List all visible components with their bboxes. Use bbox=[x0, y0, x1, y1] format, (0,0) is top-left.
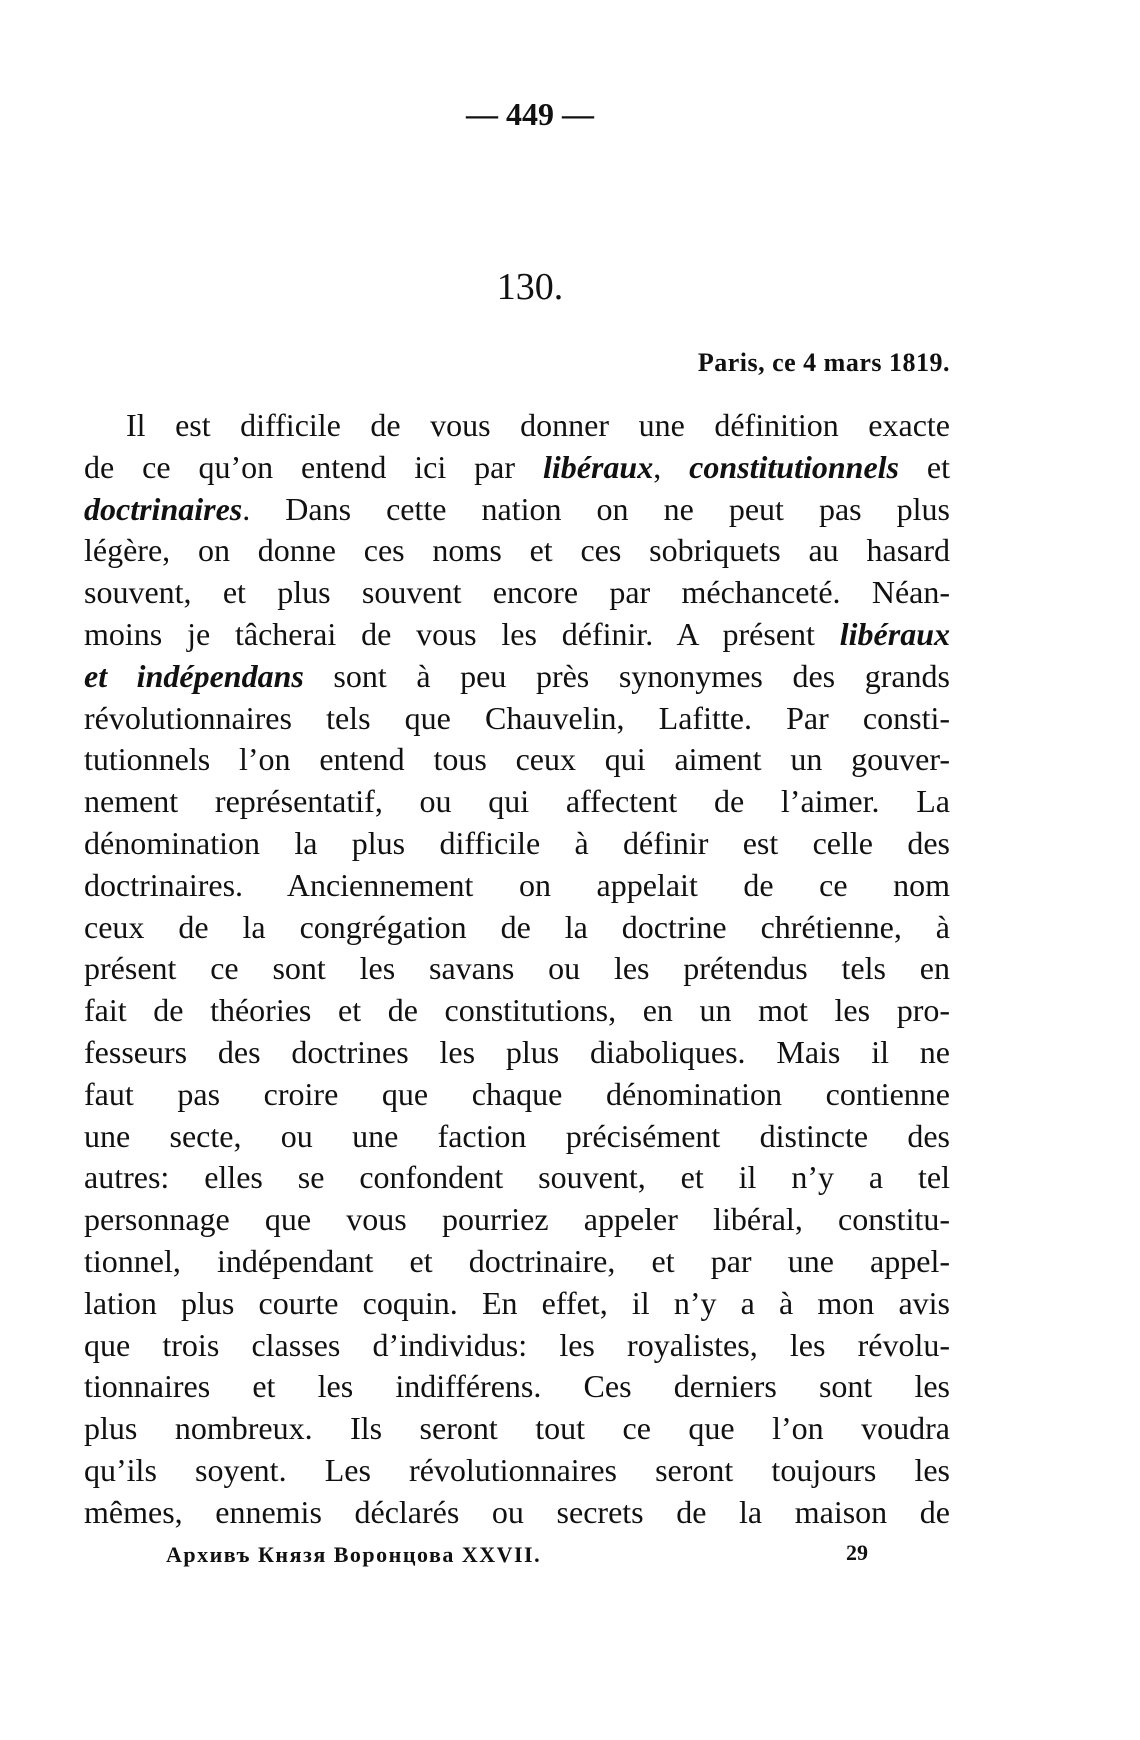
text-line bbox=[84, 1492, 950, 1534]
text-line bbox=[84, 447, 950, 489]
text-line bbox=[84, 948, 950, 990]
letter-number: 130. bbox=[496, 266, 564, 308]
text-run: qu’ils soyent. Les révolutionnaires seront toujours les bbox=[84, 1451, 950, 1488]
text-line bbox=[84, 1283, 950, 1325]
text-line bbox=[84, 990, 950, 1032]
text-run: moins je tâcherai de vous les définir. A présent bbox=[84, 615, 840, 652]
text-line bbox=[84, 739, 950, 781]
text-run: autres: elles se confondent souvent, et il n’y a tel bbox=[84, 1159, 950, 1196]
text-run: , bbox=[653, 448, 690, 485]
italic-term: et indépendans bbox=[84, 657, 304, 694]
text-run: présent ce sont les savans ou les prétendus tels en bbox=[84, 950, 950, 987]
text-run: souvent, et plus souvent encore par méchanceté. Néan- bbox=[84, 574, 950, 611]
text-line bbox=[84, 1241, 950, 1283]
text-line bbox=[84, 698, 950, 740]
text-run: doctrinaires. Anciennement on appelait de ce nom bbox=[84, 866, 950, 903]
text-line bbox=[84, 614, 950, 656]
text-line bbox=[84, 1199, 950, 1241]
text-run: . Dans cette nation on ne peut pas plus bbox=[242, 490, 950, 527]
text-run: faut pas croire que chaque dénomination contienne bbox=[84, 1075, 950, 1112]
text-run: dénomination la plus difficile à définir est celle des bbox=[84, 824, 950, 861]
text-run: de ce qu’on entend ici par bbox=[84, 448, 543, 485]
text-run: sont à peu près synonymes des grands bbox=[303, 657, 951, 694]
text-run: nement représentatif, ou qui affectent de l’aimer. La bbox=[84, 783, 950, 820]
text-line bbox=[84, 530, 950, 572]
text-line bbox=[84, 572, 950, 614]
text-line bbox=[84, 1408, 950, 1450]
italic-term: libéraux bbox=[542, 448, 654, 485]
text-line bbox=[84, 405, 950, 447]
text-run: ceux de la congrégation de la doctrine chrétienne, à bbox=[84, 908, 950, 945]
italic-term: libéraux bbox=[839, 615, 950, 652]
text-line bbox=[84, 1450, 950, 1492]
text-run: tionnaires et les indifférens. Ces derniers sont les bbox=[84, 1368, 950, 1405]
text-run: que trois classes d’individus: les royalistes, les révolu- bbox=[84, 1326, 950, 1363]
text-run: mêmes, ennemis déclarés ou secrets de la maison de bbox=[84, 1493, 950, 1530]
text-run: fait de théories et de constitutions, en un mot les pro- bbox=[84, 992, 950, 1029]
text-line bbox=[84, 656, 950, 698]
text-line bbox=[84, 1074, 950, 1116]
dateline: Paris, ce 4 mars 1819. bbox=[697, 348, 950, 377]
text-run: une secte, ou une faction précisément distincte des bbox=[84, 1117, 950, 1154]
letter-body bbox=[84, 405, 950, 1534]
page-number: — 449 — bbox=[466, 96, 594, 132]
text-line bbox=[84, 1116, 950, 1158]
text-line bbox=[84, 1366, 950, 1408]
signature-mark: 29 bbox=[846, 1540, 868, 1565]
italic-term: doctrinaires bbox=[84, 490, 243, 527]
text-run: Il est difficile de vous donner une définition exacte bbox=[126, 407, 950, 443]
text-run: tutionnels l’on entend tous ceux qui aiment un gouver- bbox=[84, 741, 950, 778]
text-line bbox=[84, 1157, 950, 1199]
text-run: révolutionnaires tels que Chauvelin, Lafitte. Par consti- bbox=[84, 699, 950, 736]
text-line bbox=[84, 489, 950, 531]
text-line bbox=[84, 823, 950, 865]
text-line bbox=[84, 907, 950, 949]
text-run: fesseurs des doctrines les plus diaboliques. Mais il ne bbox=[84, 1033, 950, 1070]
italic-term: constitutionnels bbox=[689, 448, 899, 485]
text-line bbox=[84, 781, 950, 823]
text-run: tionnel, indépendant et doctrinaire, et par une appel- bbox=[84, 1242, 950, 1279]
text-run: et bbox=[899, 448, 951, 485]
text-run: lation plus courte coquin. En effet, il n’y a à mon avis bbox=[84, 1284, 950, 1321]
archive-footer: Архивъ Князя Воронцова XXVII. bbox=[166, 1542, 542, 1567]
text-line bbox=[84, 865, 950, 907]
text-line bbox=[84, 1032, 950, 1074]
text-run: personnage que vous pourriez appeler libéral, constitu- bbox=[84, 1201, 950, 1238]
text-run: légère, on donne ces noms et ces sobriquets au hasard bbox=[84, 532, 950, 569]
text-run: plus nombreux. Ils seront tout ce que l’on voudra bbox=[84, 1410, 950, 1447]
text-line bbox=[84, 1325, 950, 1367]
